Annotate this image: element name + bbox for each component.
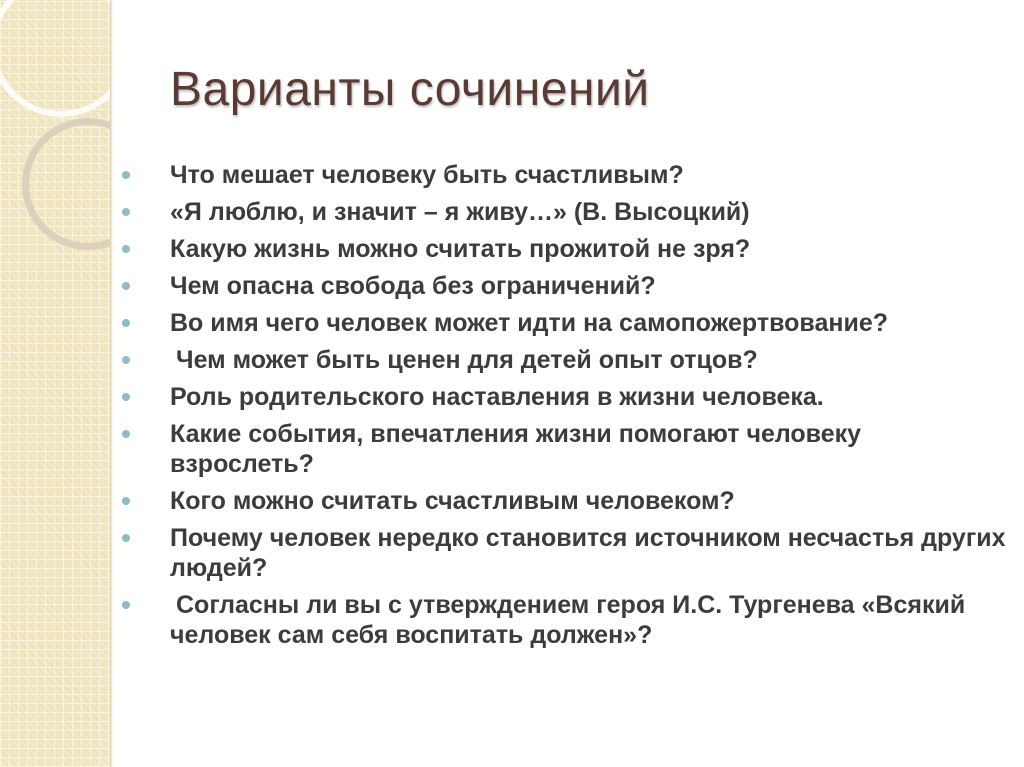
list-item xyxy=(118,419,1008,479)
bullet-dot-icon xyxy=(122,430,130,438)
list-item-text: Какую жизнь можно считать прожитой не зря? xyxy=(170,235,751,263)
bullet-dot-icon xyxy=(122,393,130,401)
bullet-dot-icon xyxy=(122,319,130,327)
list-item-text: Почему человек нередко становится источником несчастья других людей? xyxy=(170,524,1006,582)
list-item-text: Согласны ли вы с утверждением героя И.С. Тургенева «Всякий человек сам себя воспитать должен»? xyxy=(170,591,966,649)
list-item-text: Чем опасна свобода без ограничений? xyxy=(170,272,656,300)
list-item-text: Что мешает человеку быть счастливым? xyxy=(170,161,684,189)
list-item xyxy=(118,590,1008,650)
bullet-dot-icon xyxy=(122,534,130,542)
list-item xyxy=(118,271,1008,301)
decorative-ring-top xyxy=(0,0,110,117)
list-item xyxy=(118,382,1008,412)
list-item-text: Чем может быть ценен для детей опыт отцов? xyxy=(176,346,758,374)
list-item xyxy=(118,197,1008,227)
list-item-text: Во имя чего человек может идти на самопожертвование? xyxy=(170,309,889,337)
list-item xyxy=(118,345,1008,375)
slide-title: Варианты сочинений xyxy=(170,63,650,116)
bullet-dot-icon xyxy=(122,497,130,505)
list-item xyxy=(118,486,1008,516)
bullet-dot-icon xyxy=(122,171,130,179)
topics-list xyxy=(118,160,1008,657)
side-panel-edge xyxy=(110,0,113,767)
bullet-dot-icon xyxy=(122,282,130,290)
bullet-dot-icon xyxy=(122,245,130,253)
list-item-text: Роль родительского наставления в жизни человека. xyxy=(170,383,824,411)
list-item-text: Какие события, впечатления жизни помогают человеку взрослеть? xyxy=(170,420,862,478)
list-item xyxy=(118,523,1008,583)
list-item xyxy=(118,160,1008,190)
list-item-text: «Я люблю, и значит – я живу…» (В. Высоцкий) xyxy=(170,198,750,226)
decorative-side-panel xyxy=(0,0,110,767)
list-item xyxy=(118,234,1008,264)
list-item xyxy=(118,308,1008,338)
bullet-dot-icon xyxy=(122,208,130,216)
bullet-dot-icon xyxy=(122,601,130,609)
bullet-dot-icon xyxy=(122,356,130,364)
list-item-text: Кого можно считать счастливым человеком? xyxy=(170,487,735,515)
decorative-ring-middle xyxy=(22,118,110,250)
